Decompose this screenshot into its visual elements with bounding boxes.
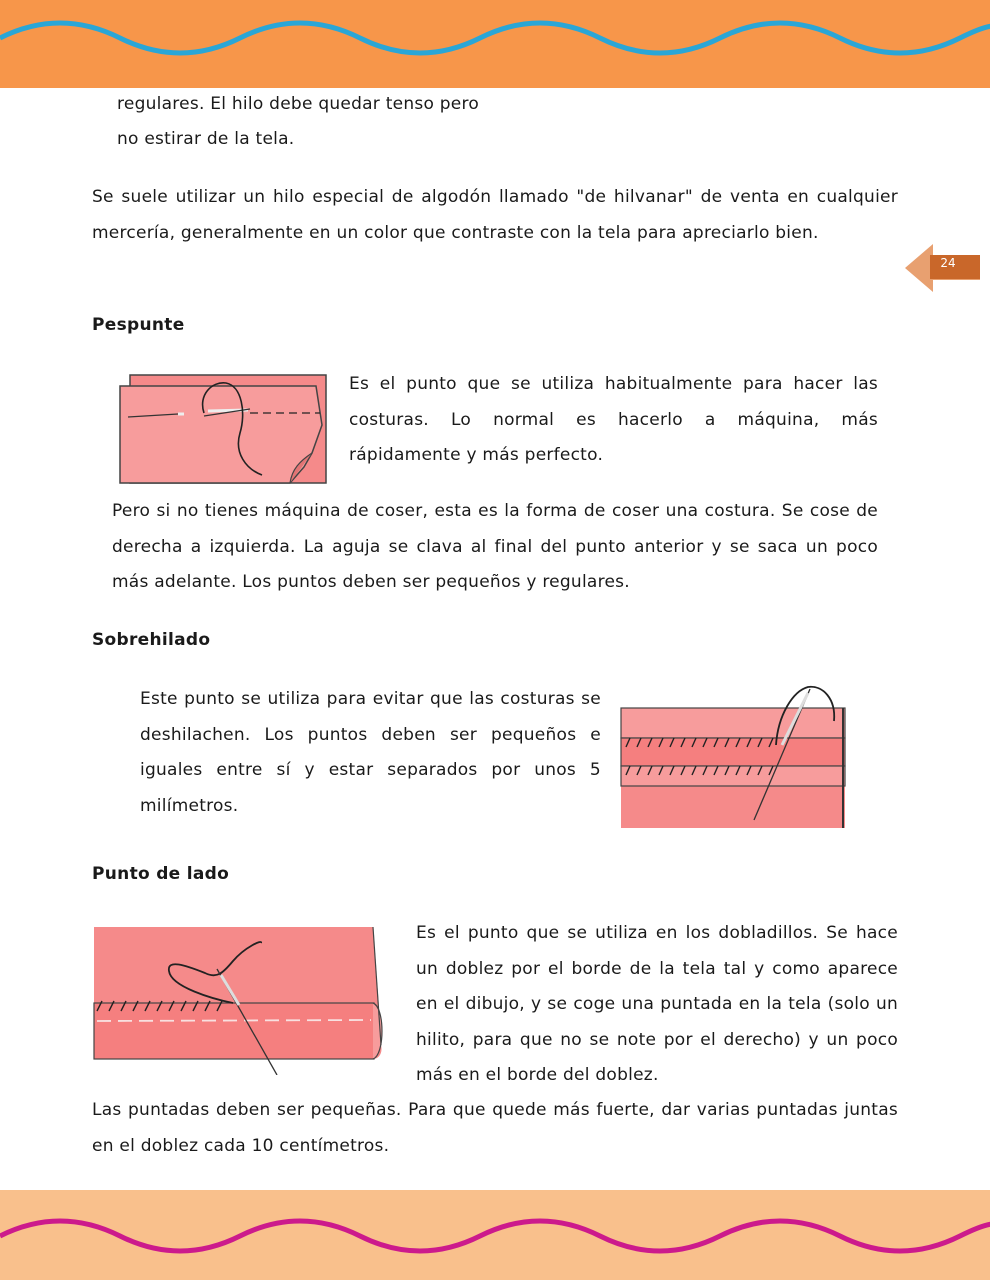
sobrehilado-illustration <box>618 685 848 831</box>
pespunte-illustration <box>116 373 328 488</box>
footer-band <box>0 1190 990 1280</box>
header-band <box>0 0 990 88</box>
heading-punto-de-lado: Punto de lado <box>92 864 230 884</box>
heading-sobrehilado: Sobrehilado <box>92 630 211 650</box>
heading-pespunte: Pespunte <box>92 315 185 335</box>
punto-de-lado-illustration <box>93 925 385 1075</box>
sobrehilado-side-text: Este punto se utiliza para evitar que las costuras se deshilachen. Los puntos deben ser pequeños e iguales entre sí y estar separados por unos 5 milímetros. <box>140 689 601 816</box>
pespunte-side-text: Es el punto que se utiliza habitualmente para hacer las costuras. Lo normal es hacerlo a máquina, más rápidamente y más perfecto. <box>349 374 878 465</box>
punto-de-lado-side-text: Es el punto que se utiliza en los dobladillos. Se hace un doblez por el borde de la tela tal y como aparece en el dibujo, y se coge una puntada en la tela (solo un hilito, para que no se note por el derecho) y un poco más en el borde del doblez. <box>416 923 898 1085</box>
intro-paragraph: Se suele utilizar un hilo especial de algodón llamado "de hilvanar" de venta en cualquier mercería, generalmente en un color que contraste con la tela para apreciarlo bien. <box>92 187 898 243</box>
page-number: 24 <box>940 256 956 270</box>
pespunte-body-text: Pero si no tienes máquina de coser, esta es la forma de coser una costura. Se cose de derecha a izquierda. La aguja se clava al final del punto anterior y se saca un poco más adelante. Los puntos deben ser pequeños y regulares. <box>112 501 878 592</box>
intro-continuation-line1: regulares. El hilo debe quedar tenso pero <box>117 94 480 114</box>
header-wave <box>0 0 990 88</box>
footer-wave <box>0 1190 990 1280</box>
intro-continuation-line2: no estirar de la tela. <box>117 129 295 149</box>
punto-de-lado-body-text: Las puntadas deben ser pequeñas. Para que quede más fuerte, dar varias puntadas juntas en el doblez cada 10 centímetros. <box>92 1100 898 1156</box>
